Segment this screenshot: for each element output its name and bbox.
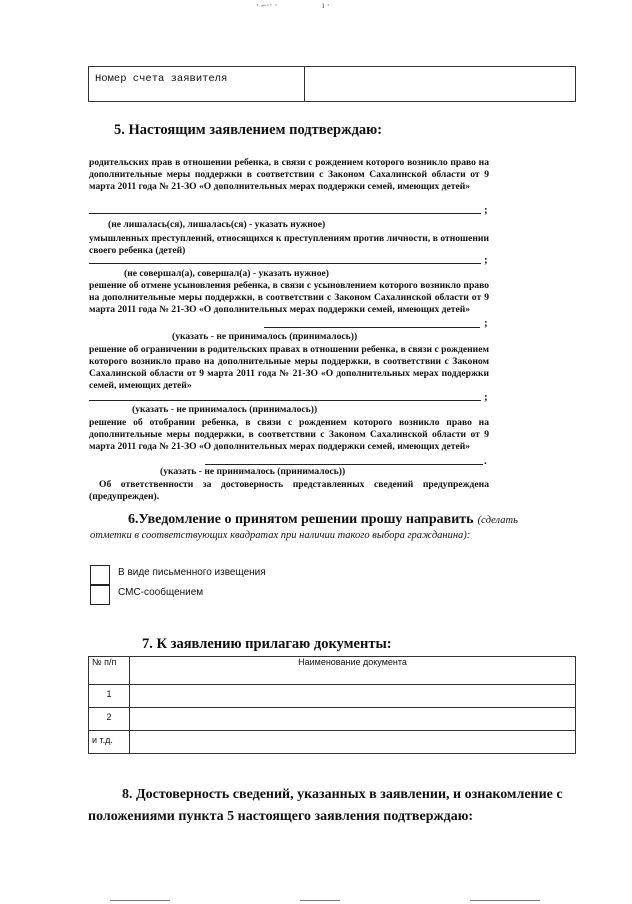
- section-6-note-a: (сделать: [477, 515, 518, 526]
- hint-5: (указать - не принималось (принималось)): [160, 466, 346, 477]
- section-6-heading: [128, 512, 518, 528]
- row-number: 2: [89, 708, 130, 731]
- semicolon: ;: [484, 317, 488, 329]
- checkbox-written-notice-label: В виде письменного извещения: [118, 567, 266, 578]
- table-row: [89, 731, 576, 754]
- section-6-note-b: отметки в соответствующих квадратах при наличии такого выбора гражданина):: [90, 530, 471, 541]
- account-number-label: Номер счета заявителя: [95, 73, 228, 85]
- section-7-heading: 7. К заявлению прилагаю документы:: [142, 636, 392, 652]
- document-name-cell[interactable]: [130, 685, 576, 708]
- documents-table: [88, 656, 576, 754]
- scan-mark: [300, 900, 340, 901]
- checkbox-written-notice[interactable]: [90, 565, 110, 585]
- semicolon: ;: [484, 254, 488, 266]
- col-document-name-header: Наименование документа: [130, 657, 576, 685]
- section-5-paragraph-6: Об ответственности за достоверность представленных сведений предупреждена (предупрежден).: [89, 479, 489, 502]
- account-number-row: [88, 66, 576, 102]
- semicolon: ;: [484, 204, 488, 216]
- hint-1: (не лишалась(ся), лишалась(ся) - указать нужное): [108, 219, 326, 230]
- section-5-paragraph-4: решение об ограничении в родительских правах в отношении ребенка, в связи с рождением которого возникло право на дополнительные меры поддержки, в соответствии с Законом Сахалинской области от 9 марта 2011 года № 21-ЗО «О дополнительных мерах поддержки семей, имеющих детей»: [89, 344, 489, 391]
- scan-mark: [470, 900, 540, 901]
- hint-3: (указать - не принималось (принималось)): [172, 331, 358, 342]
- scan-mark: ı ·: [322, 0, 330, 10]
- document-name-cell[interactable]: [130, 731, 576, 754]
- col-number-header: № п/п: [89, 657, 130, 685]
- section-5-paragraph-3: решение об отмене усыновления ребенка, в связи с усыновлением которого возникло право на дополнительные меры поддержки, в соответствии с Законом Сахалинской области от 9 марта 2011 года № 21-ЗО «О дополнительных мерах поддержки семей, имеющих детей»: [89, 280, 489, 315]
- hint-2: (не совершал(а), совершал(а) - указать нужное): [124, 268, 329, 279]
- checkbox-sms[interactable]: [90, 585, 110, 605]
- table-row: [89, 708, 576, 731]
- section-8-heading: 8. Достоверность сведений, указанных в заявлении, и ознакомление с положениями пункта 5 настоящего заявления подтверждаю:: [88, 787, 563, 824]
- row-number: 1: [89, 685, 130, 708]
- period: .: [484, 455, 487, 467]
- account-number-label-cell: [89, 67, 305, 101]
- scan-mark: · ⌐·· ·: [256, 0, 278, 10]
- section-5-heading: 5. Настоящим заявлением подтверждаю:: [114, 122, 383, 138]
- section-5-paragraph-5: решение об отобрании ребенка, в связи с рождением которого возникло право на дополнительные меры поддержки, в соответствии с Законом Сахалинской области от 9 марта 2011 года № 21-ЗО «О дополнительных мерах поддержки семей, имеющих детей»: [89, 417, 489, 452]
- fill-line-2[interactable]: [89, 263, 481, 264]
- fill-line-5[interactable]: [205, 464, 483, 465]
- checkbox-sms-label: СМС-сообщением: [118, 587, 204, 598]
- table-row: [89, 685, 576, 708]
- scan-mark: [110, 900, 170, 901]
- fill-line-3[interactable]: [264, 327, 480, 328]
- document-name-cell[interactable]: [130, 708, 576, 731]
- section-6-heading-text: 6.Уведомление о принятом решении прошу направить: [128, 512, 474, 527]
- section-5-paragraph-2: умышленных преступлений, относящихся к преступлениям против личности, в отношении своего ребенка (детей): [89, 233, 489, 256]
- fill-line-4[interactable]: [89, 400, 481, 401]
- account-number-value-field[interactable]: [311, 81, 551, 99]
- row-number: и т.д.: [89, 731, 130, 754]
- semicolon: ;: [484, 391, 488, 403]
- section-5-paragraph-1: родительских прав в отношении ребенка, в связи с рождением которого возникло право на дополнительные меры поддержки в соответствии с Законом Сахалинской области от 9 марта 2011 года № 21-ЗО «О дополнительных мерах поддержки семей, имеющих детей»: [89, 157, 489, 192]
- hint-4: (указать - не принималось (принималось)): [132, 404, 318, 415]
- table-header-row: [89, 657, 576, 685]
- fill-line-1[interactable]: [89, 213, 481, 214]
